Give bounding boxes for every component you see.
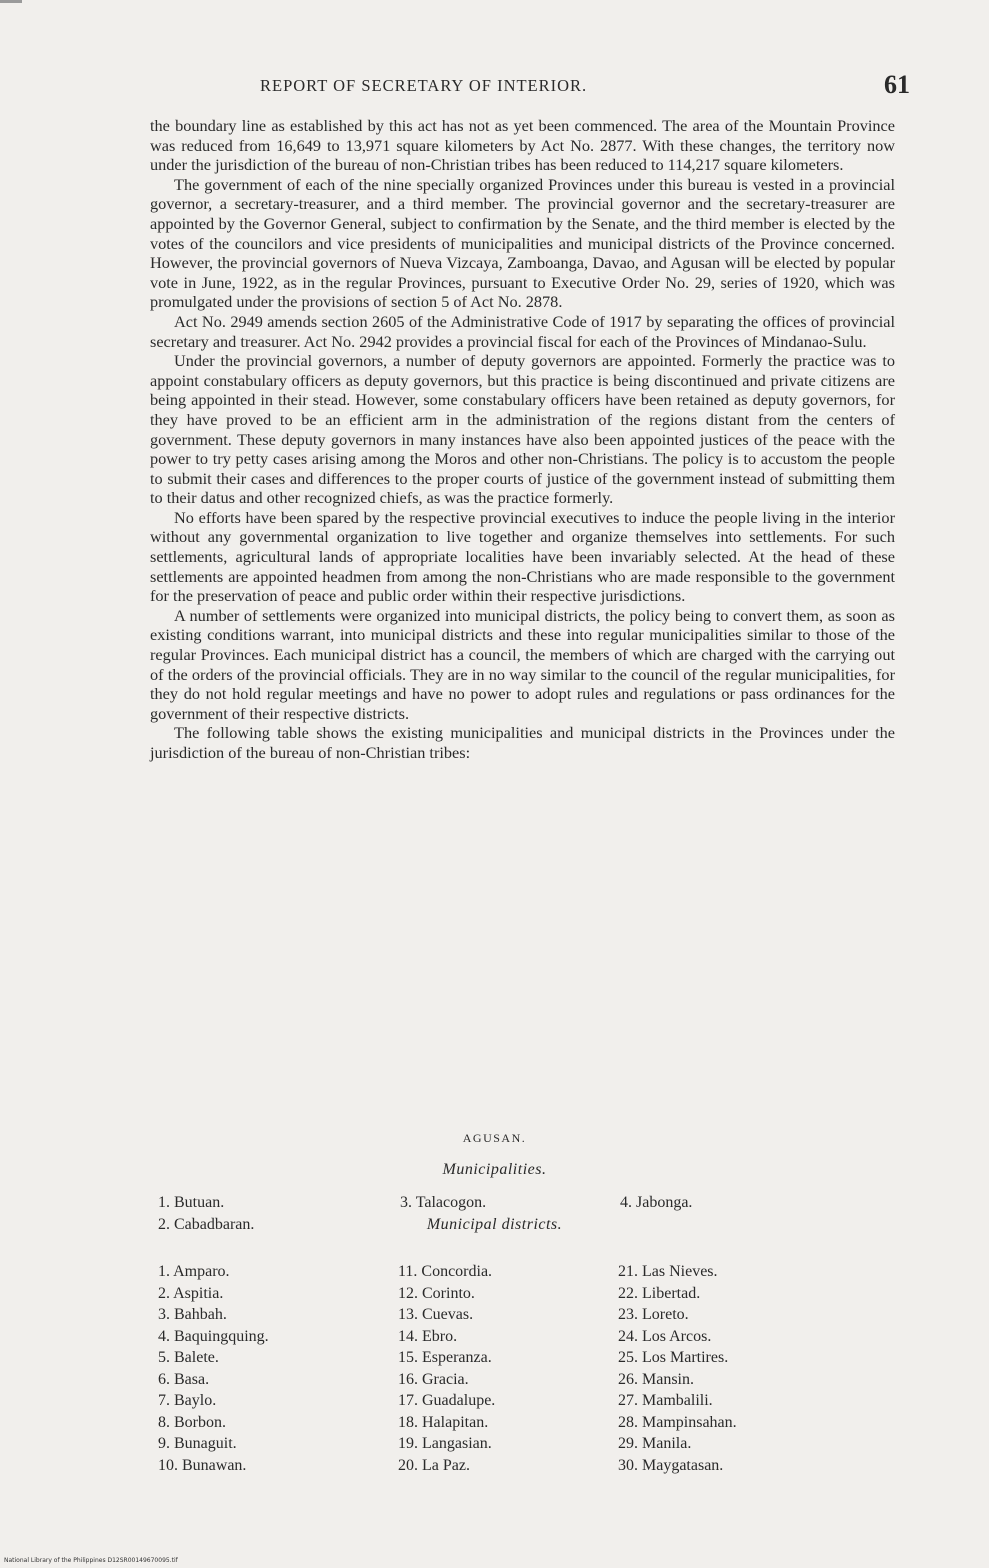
paragraph: The government of each of the nine specially organized Provinces under this bureau is vested in a provincial governor, a secretary-treasurer, and a third member. The provincial governor and the secretary-treasurer are appointed by the Governor General, subject to confirmation by the Senate, and the third member is elected by the votes of the councilors and vice presidents of municipalities and municipal districts of the Province concerned. However, the provincial governors of Nueva Vizcaya, Zamboanga, Davao, and Agusan will be elected by popular vote in June, 1922, as in the regular Provinces, pursuant to Executive Order No. 29, series of 1920, which was promulgated under the provisions of section 5 of Act No. 2878.	[150, 174, 895, 312]
list-item: 22. Libertad.	[618, 1284, 701, 1302]
list-item: 20. La Paz.	[398, 1456, 470, 1474]
list-item: 29. Manila.	[618, 1435, 692, 1452]
list-item: 3. Talacogon.	[400, 1194, 487, 1211]
list-item: 12. Corinto.	[398, 1284, 475, 1302]
list-item: 19. Langasian.	[398, 1435, 492, 1452]
list-item: 23. Loreto.	[618, 1306, 689, 1323]
districts-column-3	[618, 1261, 737, 1476]
list-item: 10. Bunawan.	[158, 1456, 247, 1474]
list-item: 4. Baquingquing.	[158, 1327, 269, 1345]
list-item: 11. Concordia.	[398, 1263, 493, 1280]
paragraph: No efforts have been spared by the respective provincial executives to induce the people living in the interior without any governmental organization to live together and organize themselves into settlements. For such settlements, agricultural lands of appropriate localities have been invariably selected. At the head of these settlements are appointed headmen from among the non-Christians who are made responsible to the government for the preservation of peace and public order within their respective jurisdictions.	[150, 507, 895, 606]
list-item: 30. Maygatasan.	[618, 1456, 724, 1474]
section-title: AGUSAN.	[462, 1131, 527, 1145]
list-item: 13. Cuevas.	[398, 1306, 474, 1323]
paragraph: Act No. 2949 amends section 2605 of the Administrative Code of 1917 by separating the offices of provincial secretary and treasurer. Act No. 2942 provides a provincial fiscal for each of the Provinces of Mindanao-Sulu.	[150, 311, 895, 351]
list-item: 14. Ebro.	[398, 1327, 458, 1345]
list-item: 17. Guadalupe.	[398, 1392, 496, 1409]
page-header	[150, 70, 910, 106]
districts-column-2	[398, 1261, 495, 1476]
list-item: 2. Aspitia.	[158, 1284, 224, 1302]
scan-edge-mark	[0, 0, 22, 3]
list-item: 1. Butuan.	[158, 1194, 225, 1211]
page-number: 61	[884, 70, 910, 99]
list-item: 26. Mansin.	[618, 1370, 694, 1388]
districts-column-1	[158, 1261, 269, 1476]
scan-footer: National Library of the Philippines D12SR00149670095.tif	[4, 1557, 178, 1564]
list-item: 5. Balete.	[158, 1349, 219, 1366]
list-item: 8. Borbon.	[158, 1413, 226, 1431]
body-text	[150, 116, 895, 763]
list-item: 25. Los Martires.	[618, 1349, 729, 1366]
list-item: 24. Los Arcos.	[618, 1327, 712, 1345]
list-item: 15. Esperanza.	[398, 1349, 492, 1366]
municipalities-column-3	[620, 1192, 692, 1214]
paragraph: A number of settlements were organized into municipal districts, the policy being to convert them, as soon as existing conditions warrant, into municipal districts and these into regular municipalities similar to those of the regular Provinces. Each municipal district has a council, the members of which are charged with the carrying out of the orders of the provincial officials. They are in no way similar to the council of the regular municipalities, for they do not hold regular meetings and have no power to adopt rules and regulations or pass ordinances for the government of their respective districts.	[150, 605, 895, 723]
list-item: 28. Mampinsahan.	[618, 1413, 737, 1431]
list-item: 6. Basa.	[158, 1370, 210, 1388]
list-item: 4. Jabonga.	[620, 1194, 693, 1211]
list-item: 27. Mambalili.	[618, 1392, 713, 1409]
municipalities-title: Municipalities.	[442, 1161, 547, 1178]
list-item: 3. Bahbah.	[158, 1306, 227, 1323]
districts-title: Municipal districts.	[426, 1216, 563, 1233]
municipalities-column-2	[400, 1192, 486, 1214]
list-item: 2. Cabadbaran.	[158, 1215, 255, 1233]
list-item: 7. Baylo.	[158, 1392, 217, 1409]
paragraph: The following table shows the existing municipalities and municipal districts in the Provinces under the jurisdiction of the bureau of non-Christian tribes:	[150, 723, 895, 762]
list-item: 9. Bunaguit.	[158, 1435, 237, 1452]
list-item: 1. Amparo.	[158, 1263, 230, 1280]
list-item: 21. Las Nieves.	[618, 1263, 718, 1280]
running-title: REPORT OF SECRETARY OF INTERIOR.	[260, 76, 588, 95]
list-item: 18. Halapitan.	[398, 1413, 489, 1431]
list-item: 16. Gracia.	[398, 1370, 469, 1388]
paragraph: the boundary line as established by this act has not as yet been commenced. The area of the Mountain Province was reduced from 16,649 to 13,971 square kilometers by Act No. 2877. With these changes, the territory now under the jurisdiction of the bureau of non-Christian tribes has been reduced to 114,217 square kilometers.	[150, 116, 895, 175]
paragraph: Under the provincial governors, a number of deputy governors are appointed. Formerly the practice was to appoint constabulary officers as deputy governors, but this practice is being discontinued and private citizens are being appointed in their stead. However, some constabulary officers have been retained as deputy governors, for they have proved to be an efficient arm in the administration of the regions distant from the centers of government. These deputy governors in many instances have also been appointed justices of the peace with the power to try petty cases arising among the Moros and other non-Christians. The policy is to accustom the people to submit their cases and differences to the proper courts of justice of the government instead of submitting them to their datus and other recognized chiefs, as was the practice formerly.	[150, 351, 895, 508]
